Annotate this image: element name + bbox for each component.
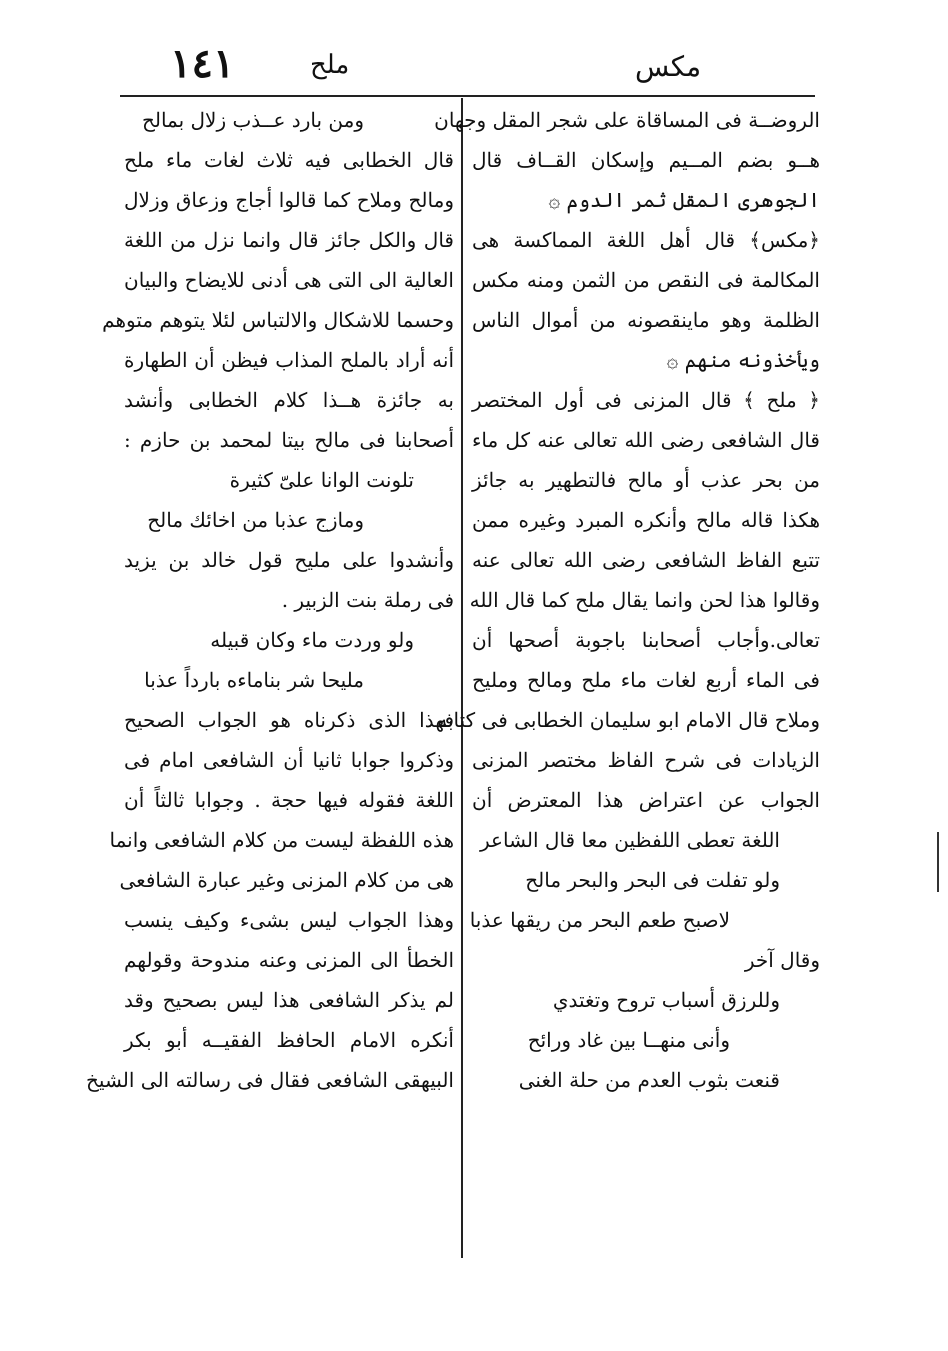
text-line: العالية الى التى هى أدنى للايضاح والبيان [124,268,454,292]
text-line: وهذا الجواب ليس بشىء وكيف ينسب [124,908,454,932]
text-line: ومن بارد عــذب زلال بمالح [141,108,364,132]
text-line: ومازج عذبا من اخائك مالح [147,508,364,532]
running-head-left-entry: ملح [310,50,350,80]
text-line: به جائزة هــذا كلام الخطابى وأنشد [124,388,454,412]
text-line: ومالح وملاح كما قالوا أجاج وزعاق وزلال [124,188,454,212]
text-line: وحسما للاشكال والالتباس لئلا يتوهم متوهم [102,308,454,332]
text-line: ولو تفلت فى البحر والبحر مالح [525,868,780,892]
text-line: تلونت الوانا علىّ كثيرة [229,468,414,492]
text-line: تتبع الفاظ الشافعى رضى الله تعالى عنه [472,548,820,572]
text-line: ولو وردت ماء وكان قبيله [210,628,414,652]
text-line: الروضــة فى المساقاة على شجر المقل وجهان [434,108,820,132]
text-line: أنه أراد بالملح المذاب فيظن أن الطهارة [124,348,454,372]
text-line: من بحر عذب أو مالح فالتطهير به جائز [472,468,820,492]
text-line: وذكروا جوابا ثانيا أن الشافعى امام فى [124,748,454,772]
text-line: فى الماء أربع لغات ماء ملح ومالح ومليح [472,668,820,692]
text-line: هذه اللفظة ليست من كلام الشافعى وانما [109,828,454,852]
text-line: وقال آخر [744,948,820,972]
text-line: اللغة فقوله فيها حجة . وجوابا ثالثاً أن [124,788,454,812]
text-line: ويأخذونه منهم ۞ [666,348,820,372]
text-line: الزيادات فى شرح الفاظ مختصر المزنى [472,748,820,772]
text-line: ﴿مكس﴾ قال أهل اللغة المماكسة هى [472,228,820,252]
text-line: هكذا قاله مالح وأنكره المبرد وغيره ممن [472,508,820,532]
text-line: قال والكل جائز قال وانما نزل من اللغة [124,228,454,252]
text-line: وللرزق أسباب تروح وتغتدي [552,988,780,1012]
column-divider [461,98,463,1258]
text-line: لاصبح طعم البحر من ريقها عذبا [469,908,730,932]
right-text-column [434,100,820,1100]
text-line: لم يذكر الشافعى هذا ليس بصحيح وقد [124,988,454,1012]
text-line: وأنشدوا على مليح قول خالد بن يزيد [124,548,454,572]
text-line: أنكره الامام الحافظ الفقيــه أبو بكر [124,1028,454,1052]
text-line: أصحابنا فى مالح بيتا لمحمد بن حازم : [124,428,454,452]
text-line: وملاح قال الامام ابو سليمان الخطابى فى كتابه [437,708,820,732]
running-head-right-entry: مكس [635,50,702,83]
text-line: قال الخطابى فيه ثلاث لغات ماء ملح [124,148,454,172]
text-line: الجواب عن اعتراض هذا المعترض أن [472,788,820,812]
text-line: المكالمة فى النقص من الثمن ومنه مكس [472,268,820,292]
text-line: وأنى منهــا بين غاد ورائح [527,1028,730,1052]
text-line: مليحا شر بناماءه بارداً عذبا [144,668,364,692]
text-line: فهذا الذى ذكرناه هو الجواب الصحيح [124,708,454,732]
text-line: قنعت بثوب العدم من حلة الغنى [518,1068,780,1092]
text-line: البيهقى الشافعى فقال فى رسالته الى الشيخ [86,1068,454,1092]
text-line: ﴿ ملح ﴾ قال المزنى فى أول المختصر [472,388,820,412]
text-line: هى من كلام المزنى وغير عبارة الشافعى [119,868,454,892]
margin-mark [937,832,939,892]
text-line: هــو بضم المــيم وإسكان القــاف قال [472,148,820,172]
text-line: الظلمة وهو ماينقصونه من أموال الناس [472,308,820,332]
text-line: وقالوا هذا لحن وانما يقال ملح كما قال الله [469,588,820,612]
header-rule [120,95,815,97]
page-header [120,40,820,100]
text-line: الجوهرى المقل ثمر الدوم ۞ [548,188,820,212]
text-line: قال الشافعى رضى الله تعالى عنه كل ماء [472,428,820,452]
page-number: ١٤١ [170,40,235,87]
left-text-column [86,100,454,1100]
text-line: الخطأ الى المزنى وعنه مندوحة وقولهم [124,948,454,972]
text-line: اللغة تعطى اللفظين معا قال الشاعر [480,828,780,852]
text-line: تعالى.وأجاب أصحابنا باجوبة أصحها أن [472,628,820,652]
text-line: فى رملة بنت الزبير . [281,588,454,612]
